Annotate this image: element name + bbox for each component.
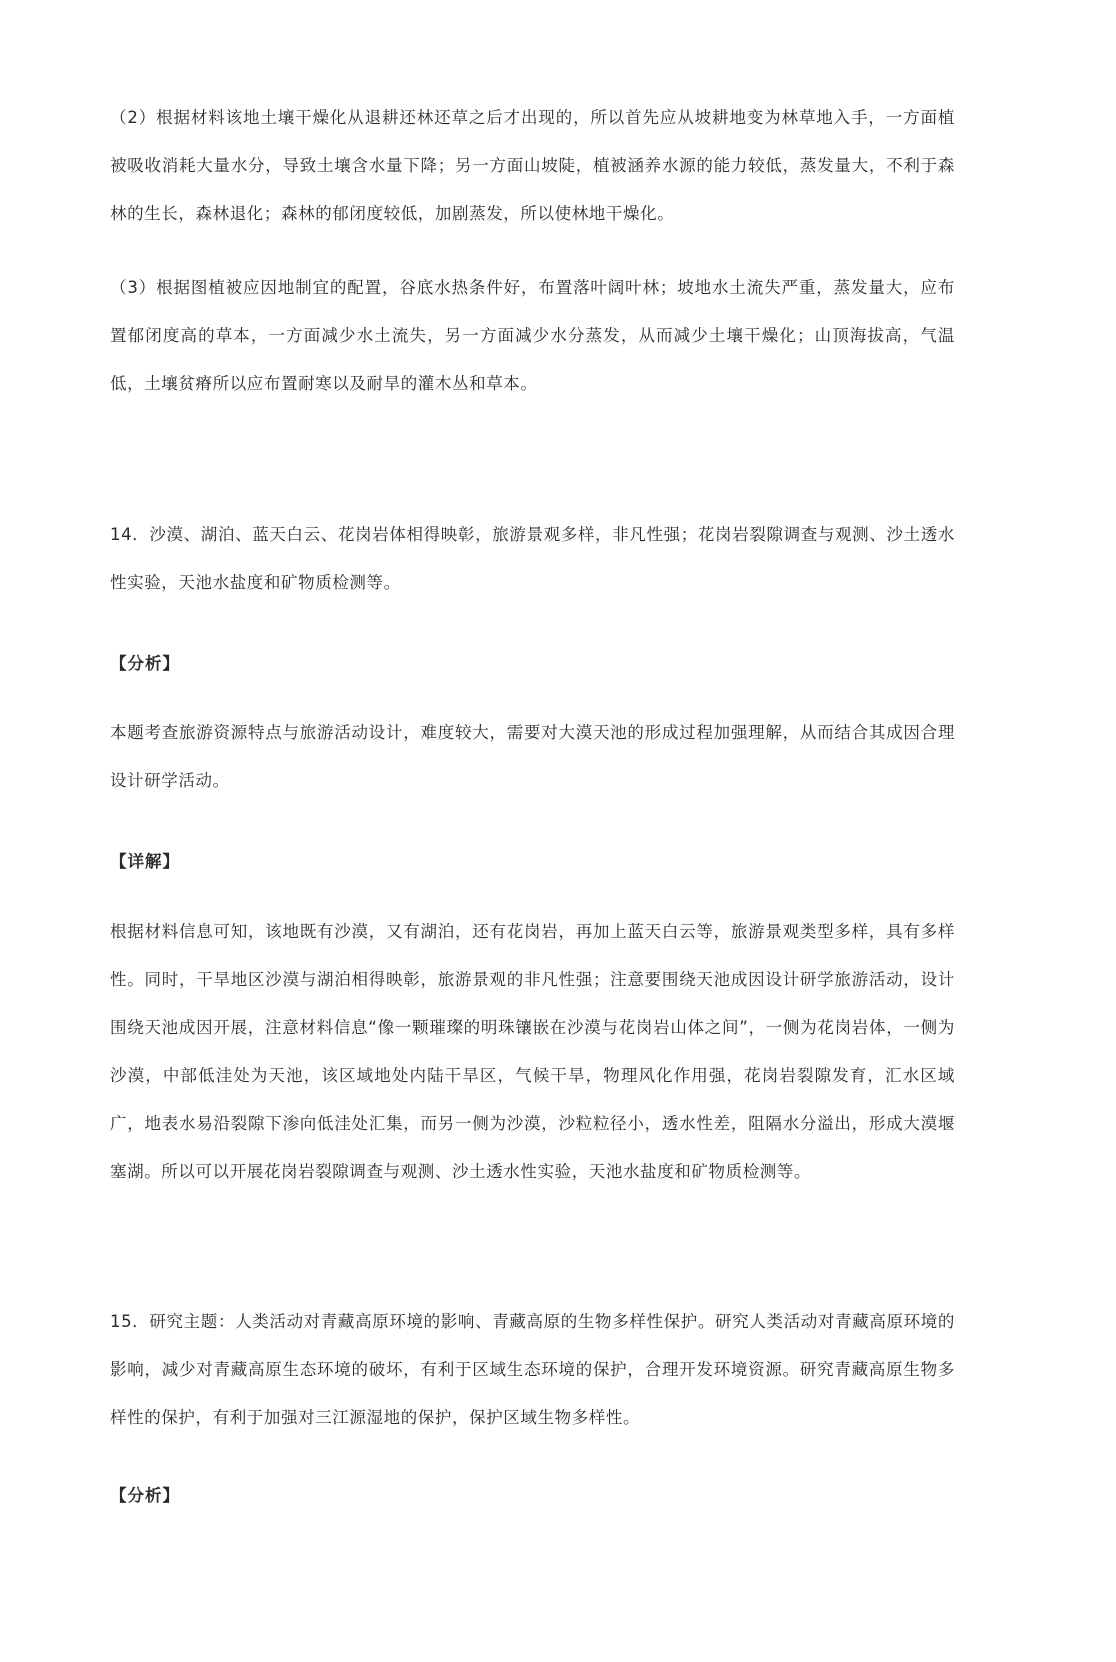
- detail-14-text: 根据材料信息可知，该地既有沙漠，又有湖泊，还有花岗岩，再加上蓝天白云等，旅游景观类型多样，具有多样性。同时，干旱地区沙漠与湖泊相得映彰，旅游景观的非凡性强；注意要围绕天池成因设计研学旅游活动，设计围绕天池成因开展，注意材料信息“像一颗璀璨的明珠镶嵌在沙漠与花岗岩山体之间”，一侧为花岗岩体，一侧为沙漠，中部低洼处为天池，该区域地处内陆干旱区，气候干旱，物理风化作用强，花岗岩裂隙发育，汇水区域广，地表水易沿裂隙下渗向低洼处汇集，而另一侧为沙漠，沙粒粒径小，透水性差，阻隔水分溢出，形成大漠堰塞湖。所以可以开展花岗岩裂隙调查与观测、沙土透水性实验，天池水盐度和矿物质检测等。: [110, 922, 955, 1181]
- analysis-heading-15: 【分析】: [110, 1486, 180, 1505]
- detail-heading-14: 【详解】: [110, 852, 180, 871]
- question-15-answer: 15．研究主题：人类活动对青藏高原环境的影响、青藏高原的生物多样性保护。研究人类活动对青藏高原环境的影响，减少对青藏高原生态环境的破坏，有利于区域生态环境的保护，合理开发环境资源。研究青藏高原生物多样性的保护，有利于加强对三江源湿地的保护，保护区域生物多样性。: [110, 1312, 955, 1427]
- answer-part-2: （2）根据材料该地土壤干燥化从退耕还林还草之后才出现的，所以首先应从坡耕地变为林草地入手，一方面植被吸收消耗大量水分，导致土壤含水量下降；另一方面山坡陡，植被涵养水源的能力较低，蒸发量大，不利于森林的生长，森林退化；森林的郁闭度较低，加剧蒸发，所以使林地干燥化。: [110, 108, 955, 223]
- analysis-heading-14: 【分析】: [110, 654, 180, 673]
- analysis-14-text: 本题考查旅游资源特点与旅游活动设计，难度较大，需要对大漠天池的形成过程加强理解，从而结合其成因合理设计研学活动。: [110, 723, 955, 790]
- question-14-answer: 14．沙漠、湖泊、蓝天白云、花岗岩体相得映彰，旅游景观多样，非凡性强；花岗岩裂隙调查与观测、沙土透水性实验，天池水盐度和矿物质检测等。: [110, 525, 955, 592]
- answer-part-3: （3）根据图植被应因地制宜的配置，谷底水热条件好，布置落叶阔叶林；坡地水土流失严重，蒸发量大，应布置郁闭度高的草本，一方面减少水土流失，另一方面减少水分蒸发，从而减少土壤干燥化；山顶海拔高，气温低，土壤贫瘠所以应布置耐寒以及耐旱的灌木丛和草本。: [110, 278, 955, 393]
